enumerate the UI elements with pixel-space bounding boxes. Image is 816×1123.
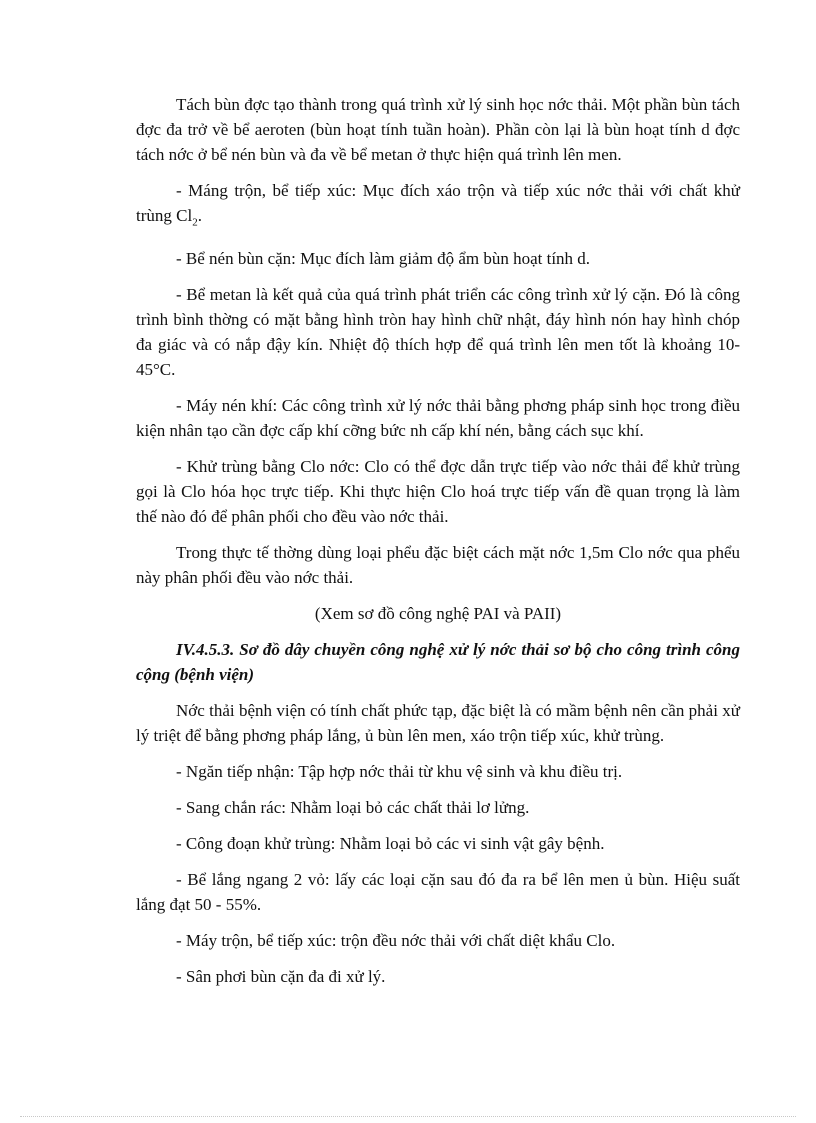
paragraph-air-compressor: - Máy nén khí: Các công trình xử lý nớc thải bằng phơng pháp sinh học trong điều kiện nhân tạo cần đợc cấp khí cỡng bức nh cấp khí nén, bằng cách sục khí. — [136, 396, 740, 441]
list-item-settling-tank: - Bể lắng ngang 2 vỏ: lấy các loại cặn sau đó đa ra bể lên men ủ bùn. Hiệu suất lắng đạt 50 - 55%. — [136, 870, 740, 915]
bottom-dotted-rule — [20, 1116, 796, 1117]
list-item-receiving-chamber: - Ngăn tiếp nhận: Tập hợp nớc thải từ khu vệ sinh và khu điều trị. — [176, 762, 623, 782]
paragraph-diagram-reference: (Xem sơ đồ công nghệ PAI và PAII) — [314, 604, 562, 624]
list-item-disinfection-stage: - Công đoạn khử trùng: Nhằm loại bỏ các vi sinh vật gây bệnh. — [176, 834, 605, 854]
cl2-subscript: 2 — [192, 216, 198, 229]
mixing-tank-tail: . — [197, 206, 202, 225]
paragraph-chlorine-disinfection: - Khử trùng bằng Clo nớc: Clo có thể đợc dẫn trực tiếp vào nớc thải để khử trùng gọi là Clo hóa học trực tiếp. Khi thực hiện Clo hoá trực tiếp vấn đề quan trọng là làm thế nào đó để phân phối cho đều vào nớc thải. — [136, 457, 740, 527]
document-page — [136, 92, 740, 1000]
section-heading: IV.4.5.3. Sơ đồ dây chuyền công nghệ xử lý nớc thải sơ bộ cho công trình công cộng (bệnh viện) — [136, 640, 740, 685]
paragraph-sludge-thickener: - Bể nén bùn cặn: Mục đích làm giảm độ ẩm bùn hoạt tính d. — [176, 249, 591, 269]
list-item-screen: - Sang chắn rác: Nhằm loại bỏ các chất thải lơ lửng. — [176, 798, 530, 818]
paragraph-methane-tank: - Bể metan là kết quả của quá trình phát triển các công trình xử lý cặn. Đó là công trình bình thờng có mặt bằng hình tròn hay hình chữ nhật, đáy hình nón hay hình chóp đa giác và có nắp đậy kín. Nhiệt độ thích hợp để quá trình lên men tốt là khoảng 10-45°C. — [136, 285, 740, 380]
paragraph-hospital-wastewater: Nớc thải bệnh viện có tính chất phức tạp, đặc biệt là có mầm bệnh nên cần phải xử lý triệt để bằng phơng pháp lắng, ủ bùn lên men, xáo trộn tiếp xúc, khử trùng. — [136, 701, 740, 746]
list-item-mixer: - Máy trộn, bể tiếp xúc: trộn đều nớc thải với chất diệt khẩu Clo. — [176, 931, 616, 951]
paragraph-sludge-separation: Tách bùn đợc tạo thành trong quá trình xử lý sinh học nớc thải. Một phần bùn tách đợc đa trở về bể aeroten (bùn hoạt tính tuần hoàn). Phần còn lại là bùn hoạt tính d đợc tách nớc ở bể nén bùn và đa về bể metan ở thực hiện quá trình lên men. — [136, 95, 740, 164]
paragraph-mixing-tank — [136, 178, 740, 235]
list-item-drying-bed: - Sân phơi bùn cặn đa đi xử lý. — [176, 967, 386, 987]
mixing-tank-text: - Máng trộn, bể tiếp xúc: Mục đích xáo trộn và tiếp xúc nớc thải với chất khử trùng Cl — [136, 181, 740, 225]
paragraph-chlorine-funnel: Trong thực tế thờng dùng loại phểu đặc biệt cách mặt nớc 1,5m Clo nớc qua phểu này phân phối đều vào nớc thải. — [136, 543, 740, 588]
